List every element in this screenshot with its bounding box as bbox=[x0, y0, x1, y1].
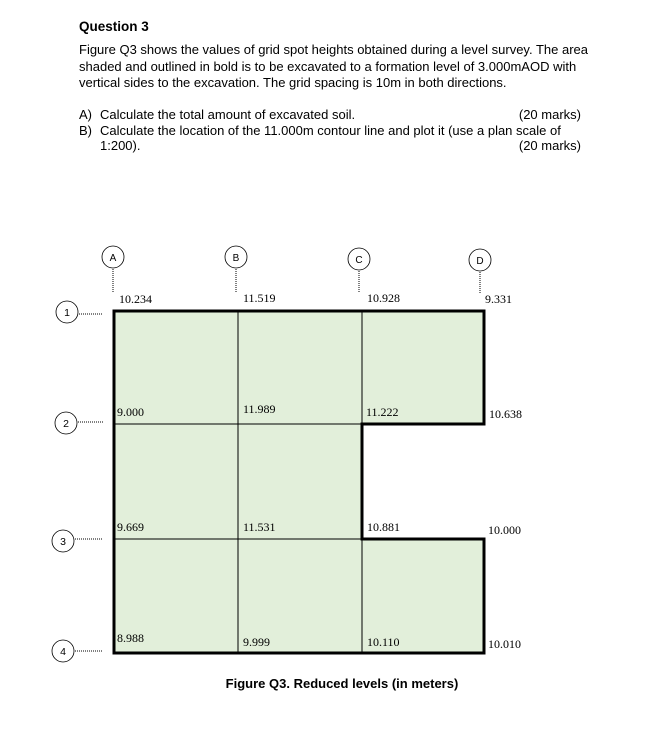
spot-height-c4: 10.110 bbox=[367, 635, 400, 649]
part-b-marks: (20 marks) bbox=[518, 138, 581, 153]
spot-height-b3: 11.531 bbox=[243, 520, 276, 534]
part-a-marks: (20 marks) bbox=[518, 107, 581, 122]
spot-height-b4: 9.999 bbox=[243, 635, 270, 649]
spot-height-a4: 8.988 bbox=[117, 631, 144, 645]
spot-height-d2: 10.638 bbox=[489, 407, 522, 421]
spot-height-d4: 10.010 bbox=[488, 637, 521, 651]
spot-height-a1: 10.234 bbox=[119, 292, 152, 306]
question-intro: Figure Q3 shows the values of grid spot heights obtained during a level survey. The area shaded and outlined in bold is to be excavated to a formation level of 3.000mAOD with vertical sides to the excavation. The grid spacing is 10m in both directions. bbox=[79, 42, 588, 90]
column-label-c: C bbox=[355, 255, 363, 266]
part-a-label: A) bbox=[79, 107, 92, 122]
spot-height-c2: 11.222 bbox=[366, 405, 399, 419]
column-label-d: D bbox=[476, 256, 484, 267]
part-b-text-line2: 1:200). bbox=[100, 138, 141, 153]
spot-height-c3: 10.881 bbox=[367, 520, 400, 534]
row-label-3: 3 bbox=[60, 536, 66, 548]
question-title: Question 3 bbox=[79, 19, 149, 34]
spot-height-b2: 11.989 bbox=[243, 402, 276, 416]
spot-height-d3: 10.000 bbox=[488, 523, 521, 537]
row-label-4: 4 bbox=[60, 646, 66, 658]
part-a-text: Calculate the total amount of excavated soil. bbox=[100, 107, 356, 122]
column-label-a: A bbox=[109, 253, 117, 264]
spot-height-a3: 9.669 bbox=[117, 520, 144, 534]
row-markers bbox=[52, 301, 103, 662]
column-label-b: B bbox=[232, 253, 240, 264]
spot-height-c1: 10.928 bbox=[367, 291, 400, 305]
spot-height-b1: 11.519 bbox=[243, 291, 276, 305]
part-b-label: B) bbox=[79, 122, 92, 138]
part-b-text-line1: Calculate the location of the 11.000m contour line and plot it (use a plan scale of bbox=[100, 122, 561, 138]
row-label-2: 2 bbox=[63, 418, 69, 430]
row-label-1: 1 bbox=[64, 307, 70, 319]
spot-height-d1: 9.331 bbox=[485, 292, 512, 306]
figure-caption: Figure Q3. Reduced levels (in meters) bbox=[225, 676, 459, 691]
excavation-area-fill bbox=[114, 311, 484, 653]
spot-height-a2: 9.000 bbox=[117, 405, 144, 419]
column-markers bbox=[102, 246, 491, 293]
